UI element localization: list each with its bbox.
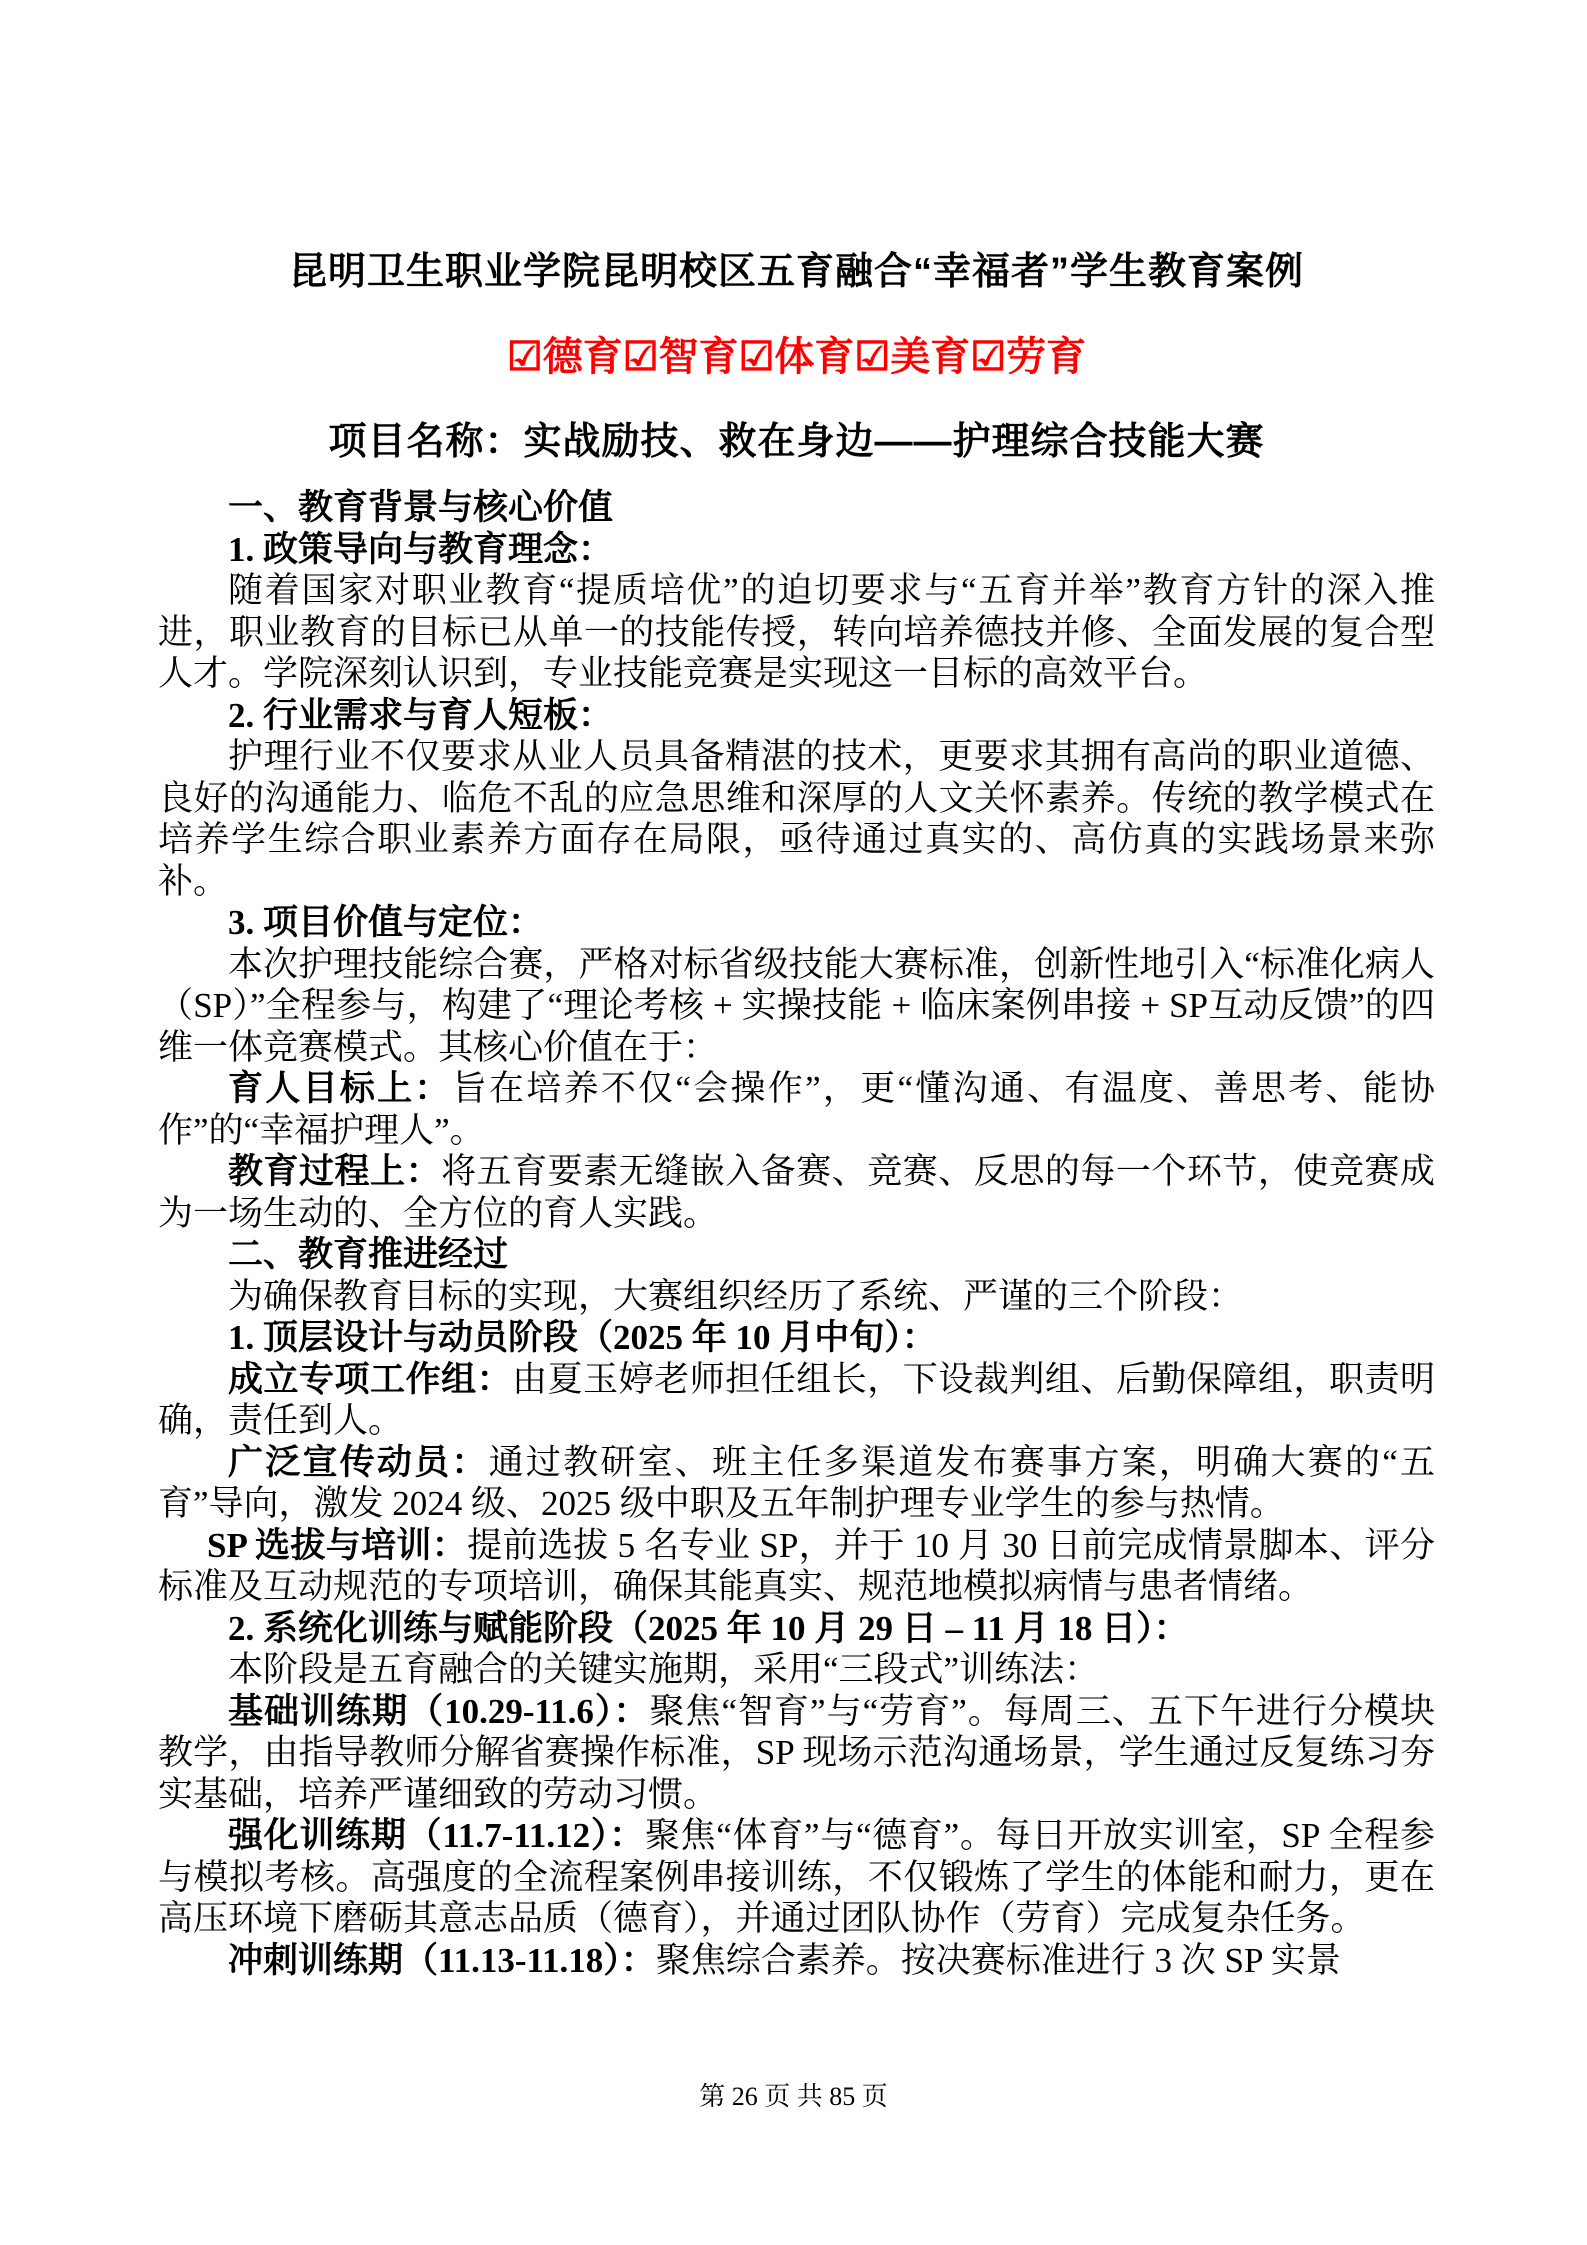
paragraph-bold-text: 1. 顶层设计与动员阶段（2025 年 10 月中旬）：: [228, 1318, 937, 1357]
paragraph: [158, 1608, 1435, 1650]
page-footer: 第 26 页 共 85 页: [699, 2082, 888, 2111]
document-title: 昆明卫生职业学院昆明校区五育融合“幸福者”学生教育案例: [288, 251, 1304, 293]
paragraph: [158, 1691, 1435, 1816]
paragraph: [158, 570, 1435, 695]
checked-checkbox-icon: ☑: [738, 335, 775, 379]
paragraph-text: 为确保教育目标的实现，大赛组织经历了系统、严谨的三个阶段：: [228, 1276, 1244, 1316]
paragraph: [158, 1815, 1435, 1940]
paragraph: [158, 1649, 1435, 1691]
category-item: [739, 334, 855, 380]
checked-checkbox-icon: ☑: [970, 335, 1007, 379]
paragraph: [158, 529, 1435, 571]
project-title: 项目名称：实战励技、救在身边——护理综合技能大赛: [328, 421, 1265, 463]
paragraph-bold-text: 2. 行业需求与育人短板：: [228, 695, 614, 735]
category-item: [507, 334, 623, 380]
paragraph-text: 通过教研室、班主任多渠道发布赛事方案，明确大赛的“五育”导向，激发 2024 级、2025 级中职及五年制护理专业学生的参与热情。: [158, 1442, 1435, 1523]
paragraph-bold-text: 3. 项目价值与定位：: [228, 903, 544, 942]
category-label: 智育: [658, 335, 739, 379]
paragraph-bold-text: 强化训练期（11.7-11.12）：: [228, 1816, 645, 1855]
paragraph-bold-text: 一、教育背景与核心价值: [228, 488, 614, 527]
checked-checkbox-icon: ☑: [854, 335, 891, 379]
paragraph-bold-text: 广泛宣传动员：: [228, 1442, 489, 1482]
paragraph-text: 聚焦“智育”与“劳育”。每周三、五下午进行分模块教学，由指导教师分解省赛操作标准，SP 现场示范沟通场景，学生通过反复练习夯实基础，培养严谨细致的劳动习惯。: [158, 1691, 1435, 1814]
paragraph: [158, 487, 1435, 529]
paragraph-text: 聚焦“体育”与“德育”。每日开放实训室，SP 全程参与模拟考核。高强度的全流程案例串接训练，不仅锻炼了学生的体能和耐力，更在高压环境下磨砺其意志品质（德育），并通过团队协作（劳育）完成复杂任务。: [158, 1816, 1435, 1938]
paragraph: [158, 944, 1435, 1069]
category-item: [623, 334, 739, 380]
paragraph-bold-text: 1. 政策导向与教育理念：: [228, 529, 614, 569]
category-checklist: [158, 334, 1435, 380]
paragraph-bold-text: 基础训练期（10.29-11.6）：: [228, 1691, 650, 1731]
paragraph: [158, 902, 1435, 944]
paragraph-bold-text: 教育过程上：: [228, 1152, 442, 1191]
paragraph-text: 护理行业不仅要求从业人员具备精湛的技术，更要求其拥有高尚的职业道德、良好的沟通能力、临危不乱的应急思维和深厚的人文关怀素养。传统的教学模式在培养学生综合职业素养方面存在局限，亟待通过真实的、高仿真的实践场景来弥补。: [158, 737, 1435, 901]
paragraph-text: 本次护理技能综合赛，严格对标省级技能大赛标准，创新性地引入“标准化病人（SP）”全程参与，构建了“理论考核 + 实操技能 + 临床案例串接 + SP互动反馈”的四维一体竞赛模式。其核心价值在于：: [158, 944, 1435, 1067]
category-item: [854, 334, 970, 380]
paragraph: [158, 1234, 1435, 1276]
paragraph-text: 提前选拔 5 名专业 SP，并于 10 月 30 日前完成情景脚本、评分标准及互动规范的专项培训，确保其能真实、规范地模拟病情与患者情绪。: [158, 1525, 1435, 1606]
category-label: 德育: [542, 335, 623, 379]
paragraph-bold-text: 2. 系统化训练与赋能阶段（2025 年 10 月 29 日 – 11 月 18 日）：: [228, 1608, 1189, 1648]
paragraph: [158, 1442, 1435, 1525]
paragraph-bold-text: SP 选拔与培训：: [207, 1525, 468, 1565]
paragraph: [158, 1276, 1435, 1318]
checked-checkbox-icon: ☑: [622, 335, 659, 379]
category-item: [970, 334, 1086, 380]
paragraph-bold-text: 冲刺训练期（11.13-11.18）：: [228, 1940, 656, 1980]
paragraph-text: 本阶段是五育融合的关键实施期，采用“三段式”训练法：: [228, 1650, 1100, 1689]
paragraph: [158, 736, 1435, 902]
paragraph-bold-text: 成立专项工作组：: [228, 1359, 513, 1399]
paragraph: [158, 1359, 1435, 1442]
paragraph-text: 由夏玉婷老师担任组长，下设裁判组、后勤保障组，职责明确，责任到人。: [158, 1359, 1435, 1440]
paragraph-text: 聚焦综合素养。按决赛标准进行 3 次 SP 实景: [655, 1940, 1341, 1980]
checked-checkbox-icon: ☑: [506, 335, 543, 379]
category-label: 美育: [890, 335, 971, 379]
paragraph-bold-text: 二、教育推进经过: [228, 1235, 509, 1274]
paragraph-text: 将五育要素无缝嵌入备赛、竞赛、反思的每一个环节，使竞赛成为一场生动的、全方位的育人实践。: [158, 1152, 1435, 1233]
paragraph-bold-text: 育人目标上：: [228, 1069, 452, 1108]
paragraph: [158, 1068, 1435, 1151]
category-label: 体育: [774, 335, 855, 379]
paragraph: [158, 1940, 1435, 1982]
document-body: [158, 487, 1435, 1981]
paragraph-text: 旨在培养不仅“会操作”，更“懂沟通、有温度、善思考、能协作”的“幸福护理人”。: [158, 1069, 1435, 1150]
category-label: 劳育: [1006, 335, 1087, 379]
paragraph: [158, 1151, 1435, 1234]
paragraph: [158, 695, 1435, 737]
paragraph-text: 随着国家对职业教育“提质培优”的迫切要求与“五育并举”教育方针的深入推进，职业教育的目标已从单一的技能传授，转向培养德技并修、全面发展的复合型人才。学院深刻认识到，专业技能竞赛是实现这一目标的高效平台。: [158, 571, 1435, 693]
paragraph: [158, 1525, 1435, 1608]
paragraph: [158, 1317, 1435, 1359]
